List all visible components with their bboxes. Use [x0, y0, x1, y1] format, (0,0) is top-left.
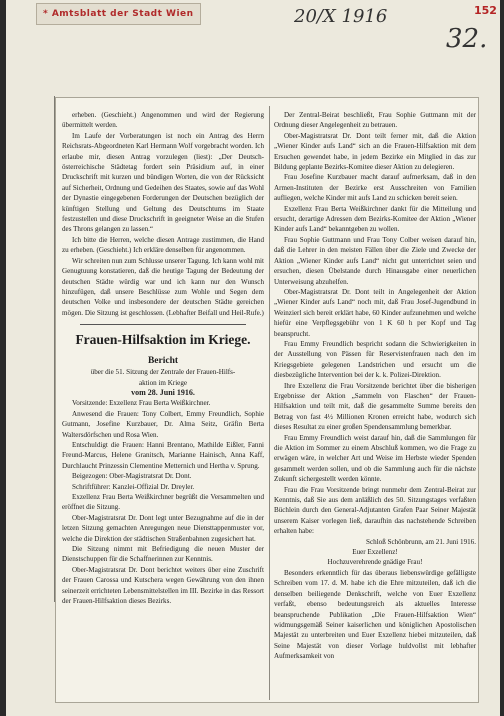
paragraph: Ober-Magistratsrat Dr. Dont legt unter Bezugnahme auf die in der letzen Sitzung gemachten Anregungen neue Diensttappenmuster vor, welche die Direktion der städtischen Straßenbahnen zugesichert hat. — [62, 513, 264, 543]
report-line: über die 51. Sitzung der Zentrale der Frauen-Hilfs- — [90, 368, 236, 377]
newspaper-clipping — [55, 97, 479, 703]
paragraph: Frau Sophie Guttmann und Frau Tony Colber weisen darauf hin, daß die Lehrer in den meisten Fällen über die Ziele und Zwecke der Aktion „Wiener Kinder aufs Land“ nicht gut unterrichtet seien und ersuchen, diesen Übelstande durch Hinausgabe einer neuerlichen Unterweisung abzuhelfen. — [274, 235, 476, 286]
paragraph: Anwesend die Frauen: Tony Colbert, Emmy Freundlich, Sophie Gutmann, Josefine Kurzbauer, Dr. Alma Seitz, Gräfin Berta Waltersdörfschen und Rosa Wien. — [62, 409, 264, 439]
handwritten-date: 20/X 1916 — [294, 6, 388, 27]
paragraph: Der Zentral-Beirat beschließt, Frau Sophie Guttmann mit der Ordnung dieser Angelegenheit zu betrauen. — [274, 111, 476, 130]
paragraph: Ober-Magistratsrat Dr. Dont berichtet weiters über eine Zuschrift der Frauen Carossa und Kutschera wegen Gewährung von den ihnen seinerzeit errichteten Lebensmittelstellen im III. Bezirke in das Ressort der Frauen-Hilfsaktion dieses Bezirks. — [62, 565, 264, 606]
archive-stamp: * Amtsblatt der Stadt Wien — [36, 3, 201, 25]
report-date: vom 28. Juni 1916. — [131, 387, 195, 397]
paragraph: Frau Emmy Freundlich bespricht sodann die Schwierigkeiten in der Ausstellung von Pässen für Reservistenfrauen nach den im Kriegsgebiete gelegenen Landstrichen und ersucht um die diesbezügliche Intervention bei der k. k. Polizei-Direktion. — [274, 339, 476, 380]
paragraph: Exzellenz Frau Berta Weißkirchner dankt für die Mitteilung und ersucht, derartige Adressen dem Bezirks-Komitee der Aktion „Wiener Kinder aufs Land“ bekanntgeben zu wollen. — [274, 204, 476, 234]
paragraph: erheben. (Geschieht.) Angenommen und wird der Regierung übermittelt werden. — [62, 111, 264, 130]
right-column — [274, 110, 476, 700]
letter-salutation: Hochzuverehrende gnädige Frau! — [327, 558, 423, 567]
left-column — [62, 110, 264, 700]
paragraph: Ober-Magistratsrat Dr. Dont teilt in Angelegenheit der Aktion „Wiener Kinder aufs Land“ noch mit, daß Frau Josef-Jugendbund in Weinzierl sich bereit erklärt habe, 60 Kinder aufzunehmen und welche hiefür eine Verpflegsgebühr von 1 K 60 h per Kopf und Tag beansprucht. — [274, 287, 476, 338]
paragraph: Ihre Exzellenz die Frau Vorsitzende berichtet über die bisherigen Ergebnisse der Aktion „Sammeln von Flaschen“ der Frauen-Hilfsaktion und teilt mit, daß die gesammelte Summe bereits den Betrag von fast 4½ Millionen Kronen erreicht habe, wodurch sich dieses Resultat zu einer großen Spendensammlung bemerkbar. — [274, 381, 476, 432]
section-divider — [80, 324, 246, 325]
report-heading: Bericht — [147, 356, 179, 367]
paragraph: Ich bitte die Herren, welche diesen Antrage zustimmen, die Hand zu erheben. (Geschieht.) Ich erkläre denselben für angenommen. — [62, 235, 264, 255]
paragraph: Schriftführer: Kanzlei-Offizial Dr. Dreyler. — [72, 482, 195, 491]
paragraph: Exzellenz Frau Berta Weißkirchner begrüßt die Versammelten und eröffnet die Sitzung. — [62, 493, 264, 512]
paragraph: Die Sitzung nimmt mit Befriedigung die neuen Muster der Dienstschuppen für die Schaffnerinnen zur Kenntnis. — [62, 545, 264, 564]
paragraph: Frau Emmy Freundlich weist darauf hin, daß die Sammlungen für die Aktion im Sommer zu einem Abschluß kommen, wo die Frage zu erwägen wäre, in welcher Art und Weise im Herbste wieder Spenden gesammelt werden sollen, und ob die Sammlung auch für die nächste Zukunft sichergestellt werden könnte. — [274, 433, 476, 484]
handwritten-page-number: 32. — [446, 24, 488, 54]
column-divider — [269, 106, 270, 700]
paragraph: Beigezogen: Ober-Magistratsrat Dr. Dont. — [72, 472, 192, 481]
letter-dateline: Schloß Schönbrunn, am 21. Juni 1916. — [366, 537, 476, 546]
report-line: aktion im Kriege — [138, 378, 188, 387]
paragraph: Frau die Frau Vorsitzende bringt nunmehr dem Zentral-Beirat zur Kenntnis, daß Sie aus dem anläßlich des 50. Sitzungstages verfaßten Büchlein durch den General-Adjutanten Grafen Paar Seiner Majestät unserem Kaiser vorlegen ließ, daraufhin das nachstehende Schreiben erhalten habe: — [274, 485, 476, 536]
paragraph: Ober-Magistratsrat Dr. Dont teilt ferner mit, daß die Aktion „Wiener Kinder aufs Land“ sich an die Frauen-Hilfsaktion mit dem Ersuchen gewendet habe, in jedem Bezirke ein Mitglied in das zur Bildung geplante Bezirks-Komitee dieser Aktion zu delegieren. — [274, 131, 476, 172]
paragraph: Besonders erkenntlich für das überaus liebenswürdige gefälligste Schreiben vom 17. d. M. habe ich die Ehre mitzuteilen, daß ich die denselben beiliegende Denkschrift, welche von Euer Exzellenz verfaßt, ebenso bedeutungsreich als aktuelles Interesse beanspruchende Publikation „Die Frauen-Hilfsaktion Wien“ widmungsgemäß Seiner kaiserlichen und königlichen Apostolischen Majestät zu unterbreiten und Euer Exzellenz hiebei mitzuteilen, daß Seine Majestät von dieser Vorlage huldvollst mit lebhafter Aufmerksamkeit von — [274, 568, 476, 661]
handwritten-corner-mark: 152 — [474, 4, 497, 17]
paragraph: Wir schreiten nun zum Schlusse unserer Tagung. Ich kann wohl mit Genugtuung konstatieren, daß die heutige Tagung der Bedeutung der deutschen Städte würdig war und ich kann nur den Wunsch hinzufügen, daß unsere Beschlüsse zum Wohle und Segen dem deutschen Volke und insbesondere der deutschen Städte gereichen mögen. Die Sitzung ist geschlossen. (Lebhafter Beifall und Heil-Rufe.) — [62, 256, 264, 317]
paragraph: Im Laufe der Vorberatungen ist noch ein Antrag des Herrn Reichsrats-Abgeordneten Karl Hermann Wolf vorgebracht worden. Ich erlaube mir, diesen Antrag vorzulegen (liest): „Der Deutsch-österreichische Städtetag fordert sein Präsidium auf, in einer Druckschrift mit kurzen und bündigen Worten, die von der Rücksicht auf Sicherheit, Ordnung und Gedeihen des Staates, sowie auf das Wohl der Dynastie eingegebenen Forderungen der Deutschen bezüglich der künftigen Stellung und Geltung des Deutschtums im Staate festzustellen und diese Druckschrift in geeigneter Weise an die Stufen des Throns gelangen zu lassen.“ — [62, 131, 264, 234]
section-title: Frauen-Hilfsaktion im Kriege. — [75, 332, 251, 348]
paragraph: Frau Josefine Kurzbauer macht darauf aufmerksam, daß in den Armen-Instituten der Bezirke erst Ausschreiten von Familien aufliegen, welche Kinder mit aufs Land zu schicken bereit seien. — [274, 173, 476, 203]
letter-salutation: Euer Exzellenz! — [352, 548, 398, 557]
paragraph: Entschuldigt die Frauen: Hanni Brentano, Mathilde Eißler, Fanni Freund-Marcus, Helene Granitsch, Marianne Hainisch, Anna Kaff, Durchlaucht Prinzessin Clementine Metternich und Hertha v. Sprung. — [62, 440, 264, 470]
paragraph: Vorsitzende: Exzellenz Frau Berta Weißkirchner. — [72, 399, 211, 408]
